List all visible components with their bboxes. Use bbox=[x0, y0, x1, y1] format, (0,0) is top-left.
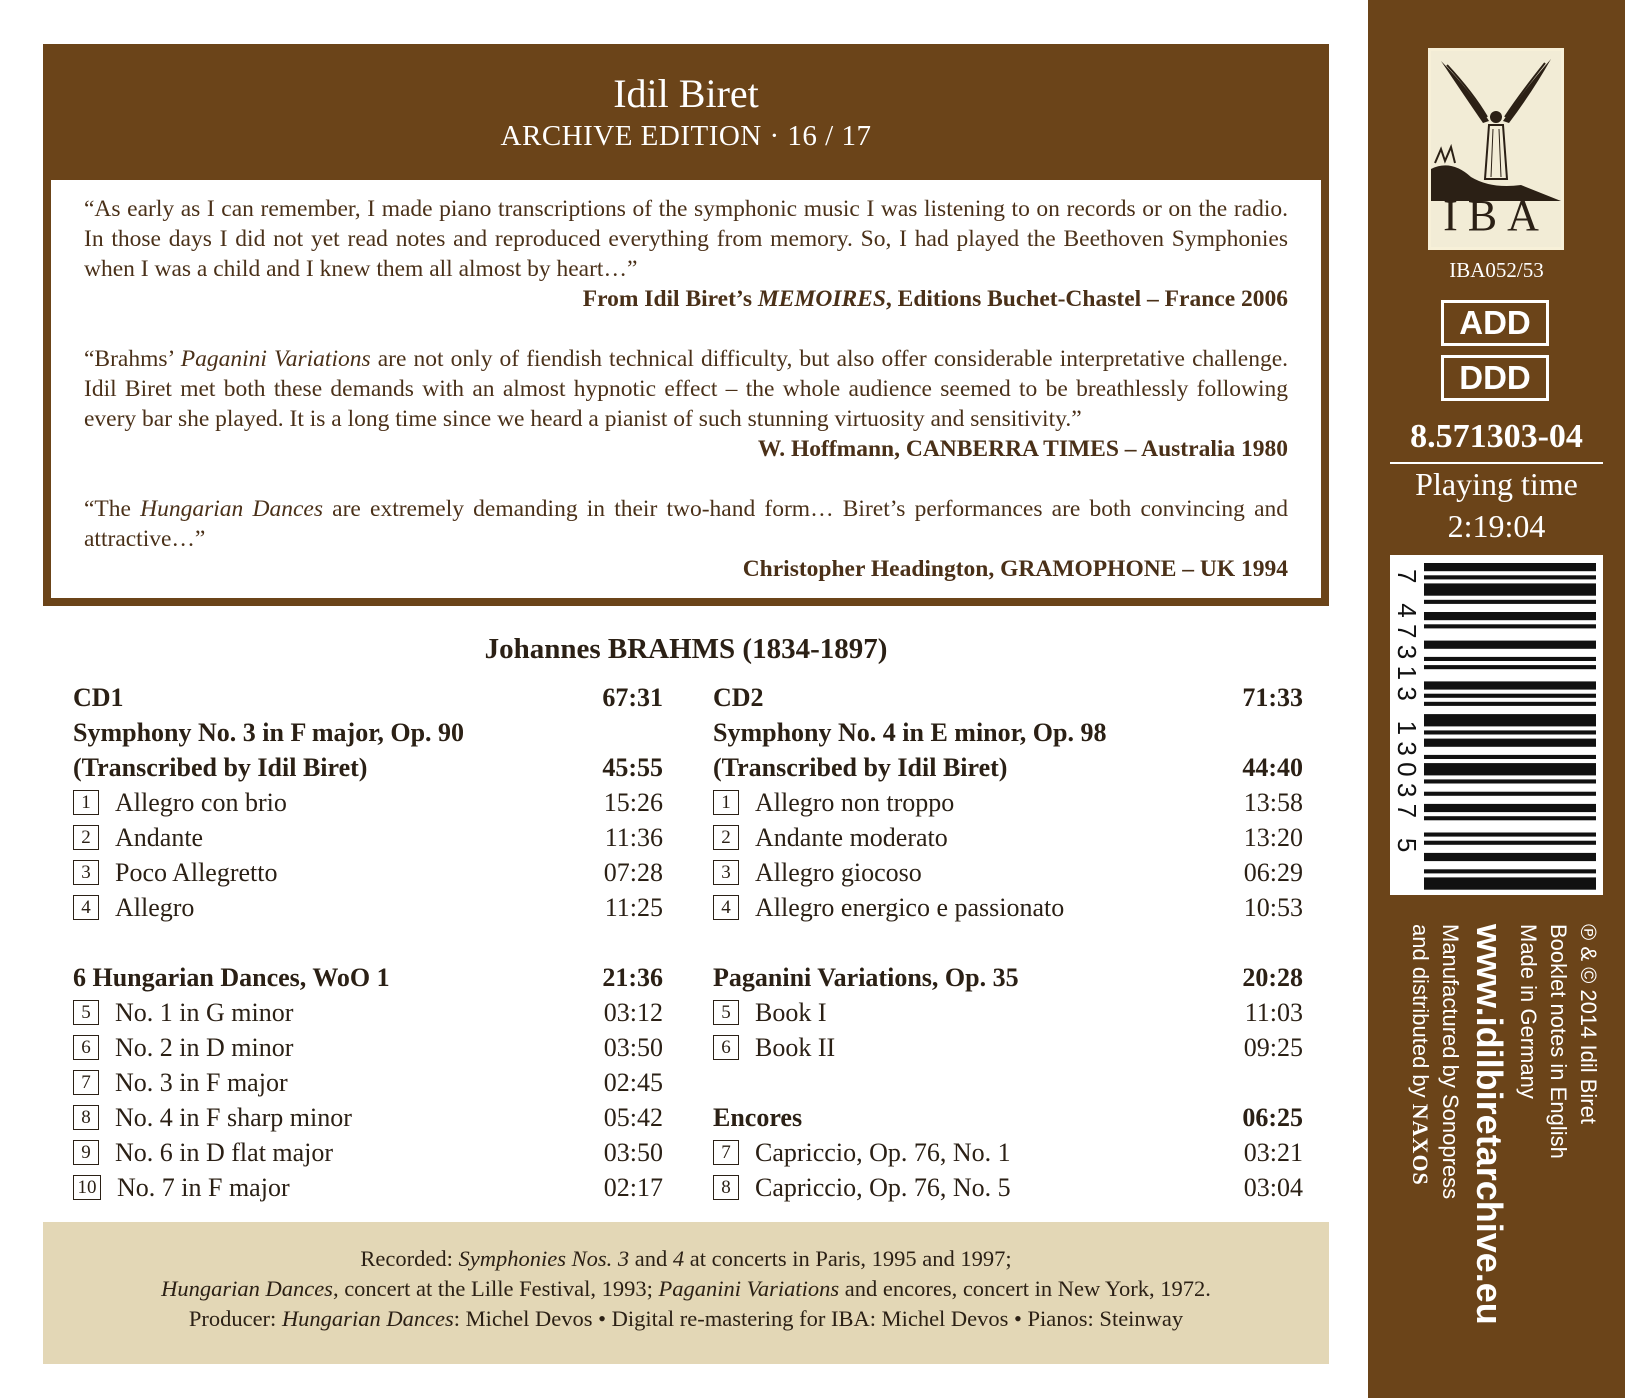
track-row: 2 Andante 11:36 bbox=[73, 820, 663, 855]
barcode-bar bbox=[1424, 657, 1596, 661]
barcode-bar bbox=[1424, 612, 1596, 620]
barcode-bar bbox=[1424, 779, 1596, 783]
playing-time-value: 2:19:04 bbox=[1447, 508, 1546, 544]
quote-3-attribution: Christopher Headington, GRAMOPHONE – UK 1994 bbox=[742, 556, 1288, 582]
track-row: 7 Capriccio, Op. 76, No. 1 03:21 bbox=[713, 1135, 1303, 1170]
barcode-digits: 7 47313 13037 5 bbox=[1392, 569, 1422, 859]
logo-text: IBA bbox=[1443, 191, 1549, 240]
track-row: 10 No. 7 in F major 02:17 bbox=[73, 1170, 663, 1205]
quotes-panel bbox=[51, 180, 1321, 598]
iba-logo bbox=[1428, 48, 1564, 250]
quote-2: “Brahms’ Paganini Variations are not only of fiendish technical difficulty, but also offer considerable interpretative challenge. Idil Biret met both these demands with an almost hypnotic effect – the whole audience seemed to be breathlessly following every bar she played. It is a long time since we heard a pianist of such stunning virtuosity and sensitivity.” bbox=[84, 346, 1288, 432]
track-row: 5 No. 1 in G minor 03:12 bbox=[73, 995, 663, 1030]
barcode-bar bbox=[1424, 816, 1596, 820]
cd2-work2-title: Paganini Variations, Op. 35 20:28 bbox=[713, 962, 1303, 992]
track-row: 3 Poco Allegretto 07:28 bbox=[73, 855, 663, 890]
format-badge-add: ADD bbox=[1441, 300, 1549, 346]
track-row: 6 No. 2 in D minor 03:50 bbox=[73, 1030, 663, 1065]
barcode-bar bbox=[1424, 583, 1596, 595]
cd2-tracklist bbox=[713, 680, 1303, 1205]
track-row: 6 Book II 09:25 bbox=[713, 1030, 1303, 1065]
barcode-bar bbox=[1424, 869, 1596, 873]
barcode-bar bbox=[1424, 853, 1596, 861]
track-row: 8 No. 4 in F sharp minor 05:42 bbox=[73, 1100, 663, 1135]
right-sidebar bbox=[1368, 0, 1625, 1398]
composer-heading: Johannes BRAHMS (1834-1897) bbox=[484, 633, 888, 665]
manufactured-line: Manufactured by Sonopress bbox=[1438, 924, 1463, 1200]
quote-1-attribution: From Idil Biret’s MEMOIRES, Editions Buchet-Chastel – France 2006 bbox=[582, 286, 1288, 312]
quote-1: “As early as I can remember, I made piano transcriptions of the symphonic music I was listening to on records or on the radio. In those days I did not yet read notes and reproduced everything from memory. So, I had played the Beethoven Symphonies when I was a child and I knew them all almost by heart…” bbox=[84, 196, 1288, 282]
barcode-bar bbox=[1424, 841, 1596, 845]
barcode-bar bbox=[1424, 563, 1596, 571]
barcode-bar bbox=[1424, 665, 1596, 669]
barcode-bar bbox=[1424, 763, 1596, 775]
barcode-bar bbox=[1424, 694, 1596, 698]
catalog-number: 8.571303-04 bbox=[1410, 418, 1583, 455]
angel-icon bbox=[1431, 51, 1561, 201]
naxos-logo: NAXOS bbox=[1408, 1103, 1433, 1186]
barcode-bar bbox=[1424, 804, 1596, 812]
recording-credits bbox=[43, 1222, 1329, 1364]
cd2-work1-subtitle: (Transcribed by Idil Biret) 44:40 bbox=[713, 752, 1303, 782]
track-row: 1 Allegro con brio 15:26 bbox=[73, 785, 663, 820]
barcode-bar bbox=[1424, 681, 1596, 689]
barcode-bar bbox=[1424, 600, 1596, 604]
barcode-bar bbox=[1424, 730, 1596, 734]
track-row: 5 Book I 11:03 bbox=[713, 995, 1303, 1030]
cd2-work1-title: Symphony No. 4 in E minor, Op. 98 bbox=[713, 717, 1107, 747]
track-row: 4 Allegro 11:25 bbox=[73, 890, 663, 925]
quote-3: “The Hungarian Dances are extremely demanding in their two-hand form… Biret’s performances are both convincing and attractive…” bbox=[84, 496, 1289, 552]
track-row: 2 Andante moderato 13:20 bbox=[713, 820, 1303, 855]
barcode-bar bbox=[1424, 624, 1596, 628]
barcode-bar bbox=[1424, 641, 1596, 649]
copyright-line: ℗ & © 2014 Idil Biret bbox=[1576, 924, 1601, 1124]
track-row: 3 Allegro giocoso 06:29 bbox=[713, 855, 1303, 890]
album-title: Idil Biret bbox=[613, 71, 759, 116]
cd1-tracklist bbox=[73, 680, 663, 1205]
track-row: 7 No. 3 in F major 02:45 bbox=[73, 1065, 663, 1100]
barcode-bar bbox=[1424, 702, 1596, 706]
divider bbox=[1390, 462, 1603, 464]
made-in-line: Made in Germany bbox=[1516, 924, 1541, 1099]
credits-line-2: Hungarian Dances, concert at the Lille Festival, 1993; Paganini Variations and encores, concert in New York, 1972. bbox=[161, 1276, 1211, 1301]
cd1-work2-title: 6 Hungarian Dances, WoO 1 21:36 bbox=[73, 962, 663, 992]
cd1-work1-subtitle: (Transcribed by Idil Biret) 45:55 bbox=[73, 752, 663, 782]
header-box bbox=[43, 44, 1329, 606]
cd1-header: CD1 67:31 bbox=[73, 682, 663, 712]
track-row: 1 Allegro non troppo 13:58 bbox=[713, 785, 1303, 820]
track-row: 9 No. 6 in D flat major 03:50 bbox=[73, 1135, 663, 1170]
barcode bbox=[1390, 555, 1603, 895]
barcode-bar bbox=[1424, 755, 1596, 759]
cd2-work3-title: Encores 06:25 bbox=[713, 1102, 1303, 1132]
barcode-bar bbox=[1424, 739, 1596, 747]
barcode-bar bbox=[1424, 792, 1596, 796]
cd2-header: CD2 71:33 bbox=[713, 682, 1303, 712]
catalog-code: IBA052/53 bbox=[1449, 258, 1544, 282]
booklet-notes-line: Booklet notes in English bbox=[1546, 924, 1571, 1159]
barcode-bar bbox=[1424, 877, 1596, 889]
edition-subtitle: ARCHIVE EDITION · 16 / 17 bbox=[500, 120, 872, 152]
quote-2-attribution: W. Hoffmann, CANBERRA TIMES – Australia 1980 bbox=[757, 436, 1288, 462]
track-row: 8 Capriccio, Op. 76, No. 5 03:04 bbox=[713, 1170, 1303, 1205]
credits-line-1: Recorded: Symphonies Nos. 3 and 4 at concerts in Paris, 1995 and 1997; bbox=[360, 1246, 1012, 1271]
barcode-bar bbox=[1424, 714, 1596, 726]
credits-line-3: Producer: Hungarian Dances: Michel Devos • Digital re-mastering for IBA: Michel Devos • Pianos: Steinway bbox=[188, 1306, 1184, 1331]
barcode-bar bbox=[1424, 575, 1596, 579]
track-row: 4 Allegro energico e passionato 10:53 bbox=[713, 890, 1303, 925]
vertical-credits bbox=[1368, 924, 1625, 1398]
barcode-bars bbox=[1390, 555, 1603, 895]
barcode-bar bbox=[1424, 833, 1596, 837]
playing-time-label: Playing time bbox=[1415, 466, 1578, 502]
cd1-work1-title: Symphony No. 3 in F major, Op. 90 bbox=[73, 717, 465, 747]
distributed-line: and distributed by NAXOS bbox=[1408, 924, 1433, 1186]
format-badge-ddd: DDD bbox=[1441, 355, 1549, 401]
website-link[interactable]: www.idilbiretarchive.eu bbox=[1469, 924, 1510, 1325]
